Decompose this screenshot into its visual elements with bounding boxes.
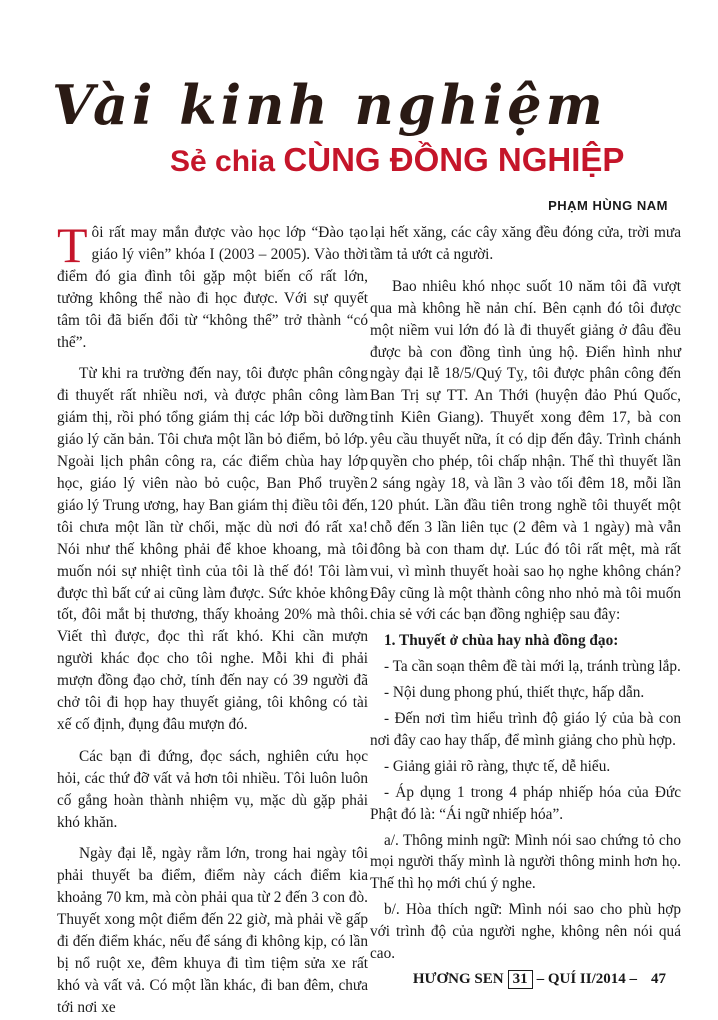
- right-column: [370, 222, 681, 965]
- article-title-subtitle: [170, 140, 690, 182]
- issue-number: 31: [508, 970, 533, 989]
- issue-quarter: – QUÍ II/2014 –: [536, 971, 637, 987]
- subtitle-prefix: Sẻ chia: [170, 145, 276, 178]
- list-item: a/. Thông minh ngữ: Mình nói sao chứng tỏ cho mọi người thấy mình là người thông minh hơn họ. Thế thì họ mới chú ý nghe.: [370, 831, 681, 893]
- list-item: - Giảng giải rõ ràng, thực tế, dễ hiểu.: [384, 757, 611, 775]
- list-item: b/. Hòa thích ngữ: Mình nói sao cho phù hợp với trình độ của người nghe, không nên nói quá cao.: [370, 901, 681, 963]
- page-footer: [413, 970, 666, 989]
- page-number: 47: [651, 971, 666, 987]
- paragraph-intro: [57, 217, 368, 353]
- paragraph-intro-text: ôi rất may mắn được vào học lớp “Đào tạo giáo lý viên” khóa I (2003 – 2005). Vào thời điểm đó gia đình tôi gặp một biến cố rất lớn, tưởng không thể nào đi học được. Với sự quyết tâm tôi đã biến đổi từ “không thể” trở thành “có thể”.: [57, 224, 368, 351]
- list-item: - Đến nơi tìm hiểu trình độ giáo lý của bà con nơi đây cao hay thấp, để mình giảng cho phù hợp.: [370, 710, 681, 749]
- list-item: - Ta cần soạn thêm đề tài mới lạ, tránh trùng lắp.: [384, 658, 681, 676]
- drop-cap: T: [57, 217, 88, 273]
- left-column: [57, 217, 368, 1019]
- list-item: - Nội dung phong phú, thiết thực, hấp dẫn.: [384, 684, 645, 702]
- list-item: - Áp dụng 1 trong 4 pháp nhiếp hóa của Đức Phật đó là: “Ái ngữ nhiếp hóa”.: [370, 783, 681, 823]
- paragraph: Các bạn đi đứng, đọc sách, nghiên cứu học hỏi, các thứ đỡ vất vả hơn tôi nhiều. Tôi luôn luôn cố gắng hoàn thành nhiệm vụ, mặc dù gặp phải khó khăn.: [57, 747, 368, 831]
- magazine-name: HƯƠNG SEN: [412, 971, 504, 987]
- author-byline: PHẠM HÙNG NAM: [548, 198, 668, 213]
- article-title-script: Vài kinh nghiệm: [52, 73, 607, 137]
- paragraph: Từ khi ra trường đến nay, tôi được phân công đi thuyết rất nhiều nơi, và được phân công làm giám thị, rồi phó tổng giám thị các lớp bồi dưỡng giáo lý căn bản. Tôi chưa một lần bỏ điểm, bỏ lớp. Ngoài lịch phân công ra, các điểm chùa hay lớp học, giáo lý viên nào bỏ cuộc, Ban Phổ truyền giáo lý Trung ương, hay Ban giám thị điều tôi đến, tôi chưa một lần từ chối, mặc dù nơi đó rất xa! Nói như thế không phải để khoe khoang, mà tôi muốn nói sự nhiệt tình của tôi là thế đó! Tôi làm được thì bất cứ ai cũng làm được. Sức khỏe không tốt, đôi mắt bị thương, thấy khoảng 20% mà thôi. Viết thì được, đọc thì rất khó. Khi cần mượn người khác đọc cho tôi nghe. Mỗi khi đi phải mượn đồng đạo chở, tính đến nay có 39 người đã chở tôi đi họp hay thuyết giảng, tôi không có tài xế cố định, đụng đâu mượn đó.: [57, 365, 368, 733]
- section-heading: 1. Thuyết ở chùa hay nhà đồng đạo:: [384, 632, 619, 650]
- subtitle-caps: CÙNG ĐỒNG NGHIỆP: [283, 141, 625, 178]
- paragraph: lại hết xăng, các cây xăng đều đóng cửa, trời mưa tầm tả ướt cả người.: [370, 224, 681, 263]
- paragraph: Ngày đại lễ, ngày rằm lớn, trong hai ngày tôi phải thuyết ba điểm, điểm này cách điểm kia khoảng 70 km, mà còn phải qua từ 2 đến 3 con đò. Thuyết xong một điểm đến 22 giờ, mà phải về gấp đi đến điểm khác, nếu để sáng đi không kịp, có lần bị nổ ruột xe, đêm khuya đi tìm tiệm sửa xe rất khó và vất vả. Có một lần khác, đi ban đêm, chưa tới nơi xe: [57, 845, 368, 1016]
- paragraph: Bao nhiêu khó nhọc suốt 10 năm tôi đã vượt qua mà không hề nản chí. Bên cạnh đó tôi được một niềm vui lớn đó là đi thuyết giảng ở đâu đều được bà con đồng tình ủng hộ. Điển hình như ngày đại lễ 18/5/Quý Tỵ, tôi được phân công đến Ban Trị sự TT. An Thới (huyện đảo Phú Quốc, tỉnh Kiên Giang). Thuyết xong đêm 17, bà con yêu cầu thuyết nữa, ít có dịp đến đây. Trình chánh quyền cho phép, tôi chấp nhận. Thế thì thuyết lần 2 sáng ngày 18, và lần 3 vào tối đêm 18, mỗi lần 120 phút. Lần đầu tiên trong nghề tôi thuyết một chỗ đến 3 lần liên tục (2 đêm và 1 ngày) mà vẫn đông bà con tham dự. Lúc đó tôi rất mệt, mà rất vui, vì mình thuyết hoài sao họ nghe không chán? Đây cũng là một thành công nho nhỏ mà tôi muốn chia sẻ với các bạn đồng nghiệp sau đây:: [370, 277, 681, 624]
